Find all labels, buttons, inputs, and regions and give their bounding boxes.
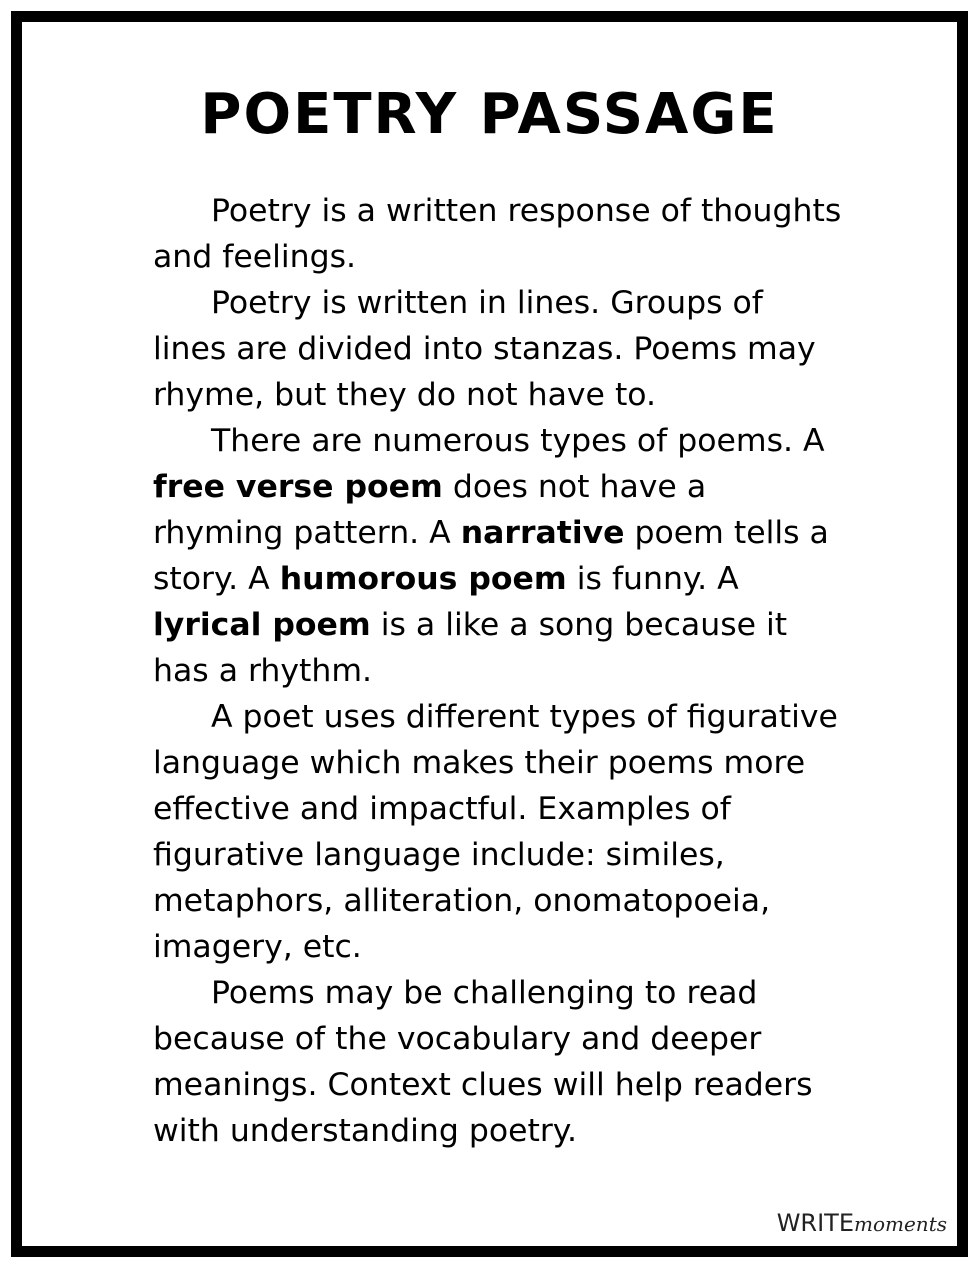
brand-logo — [777, 1209, 947, 1238]
passage-text: is a like a song because it has a rhythm. — [153, 607, 788, 689]
passage-paragraph — [153, 970, 843, 1154]
passage-text: A poet uses different types of figurative language which makes their poems more effective and impactful. Examples of figurative language include: similes, metaphors, alliteration, onomatopoeia, imagery, etc. — [153, 699, 838, 965]
passage-text: Poems may be challenging to read because of the vocabulary and deeper meanings. Context clues will help readers with understanding poetry. — [153, 975, 813, 1149]
passage-paragraph — [153, 694, 843, 970]
poem-type-term: narrative — [460, 515, 625, 551]
passage-paragraph — [153, 418, 843, 694]
page-frame — [11, 11, 968, 1257]
passage-text: is funny. A — [566, 561, 739, 597]
passage-body — [153, 188, 843, 1154]
poem-type-term: humorous poem — [279, 561, 567, 597]
poem-type-term: free verse poem — [153, 469, 443, 505]
passage-text: does not have a rhyming pattern. A — [153, 469, 707, 551]
passage-text: There are numerous types of poems. A — [211, 423, 825, 459]
logo-word-write: WRITE — [776, 1209, 854, 1237]
poem-type-term: lyrical poem — [153, 607, 371, 643]
passage-text: Poetry is written in lines. Groups of lines are divided into stanzas. Poems may rhyme, but they do not have to. — [153, 285, 816, 413]
passage-paragraph — [153, 188, 843, 280]
passage-text: Poetry is a written response of thoughts and feelings. — [153, 193, 842, 275]
passage-paragraph — [153, 280, 843, 418]
passage-text: poem tells a story. A — [153, 515, 829, 597]
logo-word-moments: moments — [854, 1212, 947, 1236]
page-title: POETRY PASSAGE — [200, 82, 779, 147]
